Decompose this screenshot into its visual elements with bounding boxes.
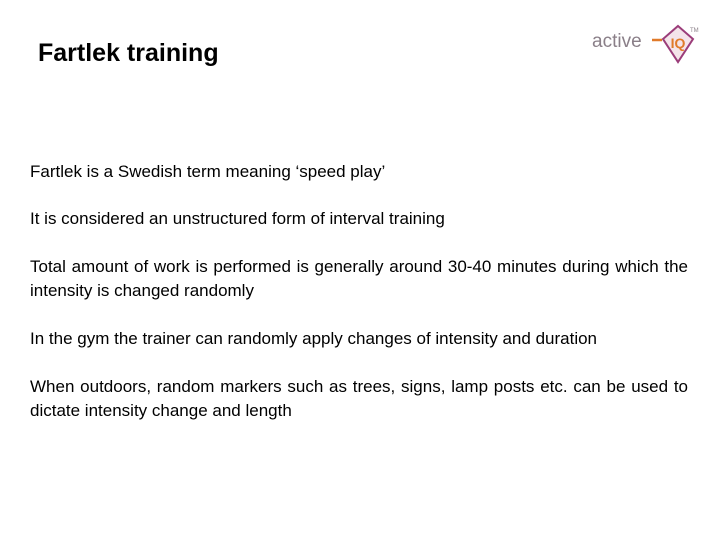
logo-badge-text: IQ <box>670 35 686 51</box>
slide-body <box>30 160 688 423</box>
paragraph-outdoors: When outdoors, random markers such as trees, signs, lamp posts etc. can be used to dictate intensity change and length <box>30 377 688 420</box>
active-iq-logo <box>590 22 702 66</box>
paragraph-definition: Fartlek is a Swedish term meaning ‘speed play’ <box>30 162 386 181</box>
paragraph-interval: It is considered an unstructured form of interval training <box>30 209 445 228</box>
logo-badge-icon <box>663 26 693 62</box>
paragraph-gym: In the gym the trainer can randomly apply changes of intensity and duration <box>30 329 598 348</box>
slide-title: Fartlek training <box>38 39 219 67</box>
paragraph-duration: Total amount of work is performed is generally around 30-40 minutes during which the intensity is changed randomly <box>30 257 688 300</box>
logo-wordmark: active <box>592 31 642 52</box>
logo-trademark: TM <box>690 28 699 34</box>
